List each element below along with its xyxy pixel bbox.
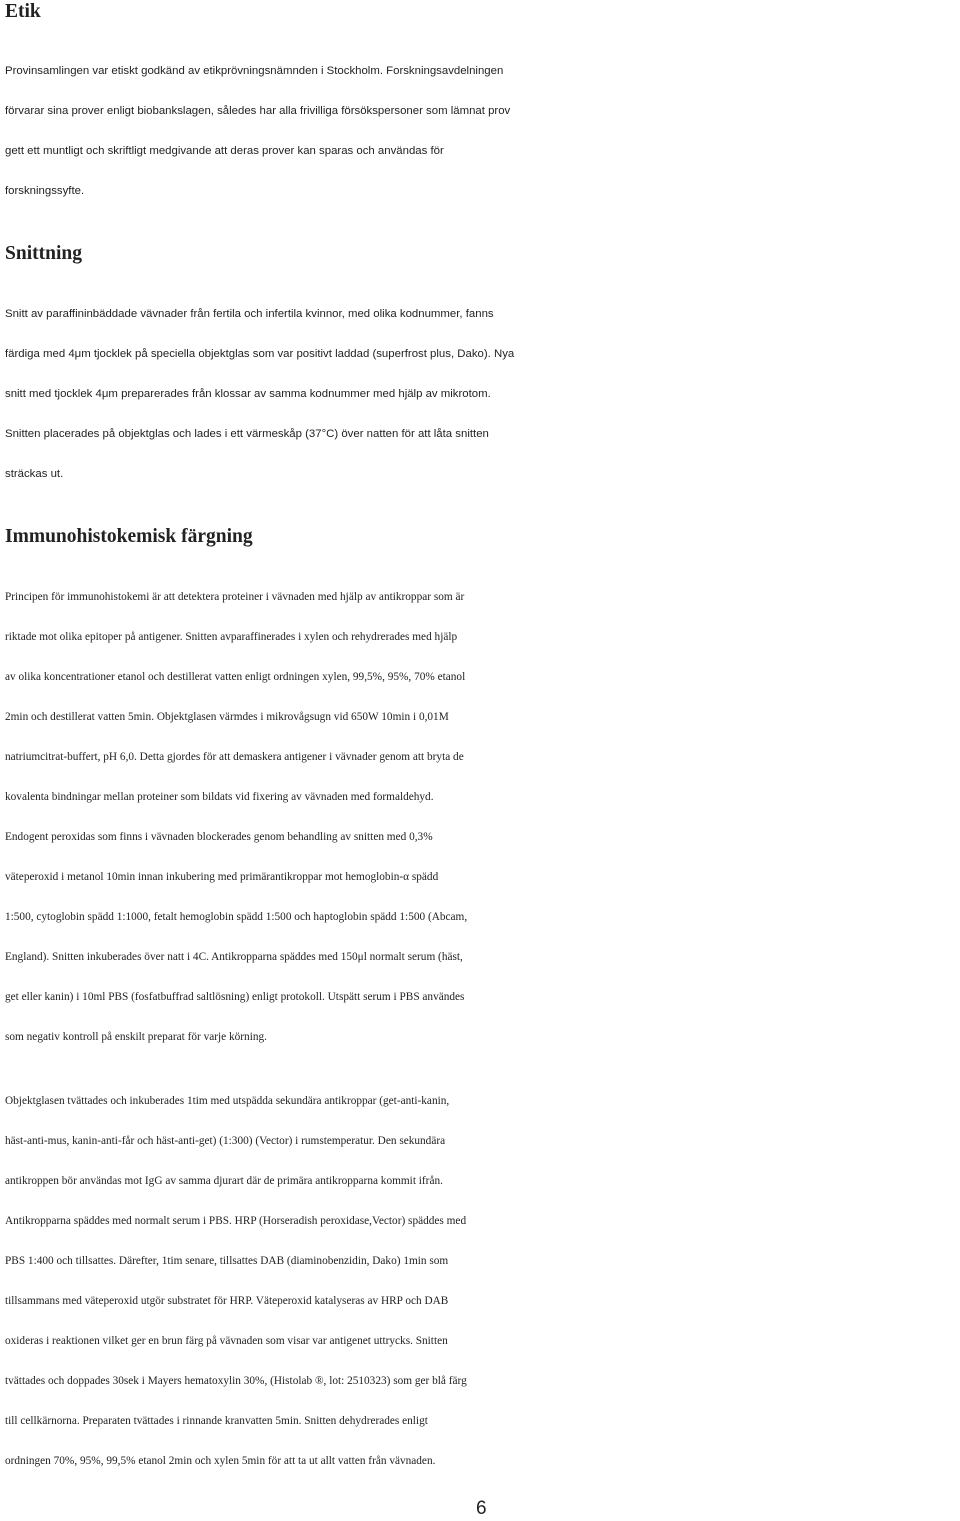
section-heading-immunohistokemisk-fargning: Immunohistokemisk färgning (5, 526, 253, 547)
paragraph-immunohistokemi-1 (5, 577, 960, 1057)
text-line: färdiga med 4μm tjocklek på speciella objektglas som var positivt laddad (superfrost plus, Dako). Nya (5, 348, 515, 360)
text-line: till cellkärnorna. Preparaten tvättades i rinnande kranvatten 5min. Snitten dehydrerades enligt (5, 1415, 428, 1427)
text-line: natriumcitrat-buffert, pH 6,0. Detta gjordes för att demaskera antigener i vävnader genom att bryta de (5, 751, 464, 763)
text-line: 1:500, cytoglobin spädd 1:1000, fetalt hemoglobin spädd 1:500 och haptoglobin spädd 1:500 (Abcam, (5, 911, 468, 923)
text-line: antikroppen bör användas mot IgG av samma djurart där de primära antikropparna kommit ifrån. (5, 1175, 443, 1187)
page-number: 6 (476, 1498, 487, 1519)
text-line: get eller kanin) i 10ml PBS (fosfatbuffrad saltlösning) enligt protokoll. Utspätt serum i PBS användes (5, 991, 465, 1003)
text-line: PBS 1:400 och tillsattes. Därefter, 1tim senare, tillsattes DAB (diaminobenzidin, Dako) 1min som (5, 1255, 449, 1267)
text-line: Antikropparna späddes med normalt serum i PBS. HRP (Horseradish peroxidase,Vector) späddes med (5, 1215, 467, 1227)
text-line: Snitten placerades på objektglas och lades i ett värmeskåp (37°C) över natten för att låta snitten (5, 428, 489, 440)
text-line: av olika koncentrationer etanol och destillerat vatten enligt ordningen xylen, 99,5%, 95%, 70% etanol (5, 671, 466, 683)
section-heading-snittning: Snittning (5, 243, 82, 264)
text-line: förvarar sina prover enligt biobankslagen, således har alla frivilliga försökspersoner som lämnat prov (5, 105, 511, 117)
text-line: Principen för immunohistokemi är att detektera proteiner i vävnaden med hjälp av antikroppar som är (5, 591, 465, 603)
text-line: kovalenta bindningar mellan proteiner som bildats vid fixering av vävnaden med formaldehyd. (5, 791, 434, 803)
text-line: Snitt av paraffininbäddade vävnader från fertila och infertila kvinnor, med olika kodnummer, fanns (5, 308, 494, 320)
text-line: oxideras i reaktionen vilket ger en brun färg på vävnaden som visar var antigenet uttrycks. Snitten (5, 1335, 448, 1347)
text-line: 2min och destillerat vatten 5min. Objektglasen värmdes i mikrovågsugn vid 650W 10min i 0,01M (5, 711, 449, 723)
text-line: Endogent peroxidas som finns i vävnaden blockerades genom behandling av snitten med 0,3% (5, 831, 433, 843)
text-line: Provinsamlingen var etiskt godkänd av etikprövningsnämnden i Stockholm. Forskningsavdelningen (5, 65, 504, 77)
paragraph-etik (5, 51, 960, 211)
text-line: ordningen 70%, 95%, 99,5% etanol 2min och xylen 5min för att ta ut allt vatten från vävnaden. (5, 1455, 436, 1467)
text-line: gett ett muntligt och skriftligt medgivande att deras prover kan sparas och användas för (5, 145, 444, 157)
text-line: sträckas ut. (5, 468, 64, 480)
text-line: häst-anti-mus, kanin-anti-får och häst-anti-get) (1:300) (Vector) i rumstemperatur. Den sekundära (5, 1135, 446, 1147)
paragraph-snittning (5, 294, 960, 494)
text-line: väteperoxid i metanol 10min innan inkubering med primärantikroppar mot hemoglobin-α spädd (5, 871, 439, 883)
section-heading-etik: Etik (5, 1, 41, 22)
text-line: tvättades och doppades 30sek i Mayers hematoxylin 30%, (Histolab ®, lot: 2510323) som ger blå färg (5, 1375, 467, 1387)
paragraph-immunohistokemi-2 (5, 1081, 960, 1481)
text-line: Objektglasen tvättades och inkuberades 1tim med utspädda sekundära antikroppar (get-anti-kanin, (5, 1095, 450, 1107)
text-line: som negativ kontroll på enskilt preparat för varje körning. (5, 1031, 267, 1043)
text-line: riktade mot olika epitoper på antigener. Snitten avparaffinerades i xylen och rehydrerades med hjälp (5, 631, 458, 643)
text-line: tillsammans med väteperoxid utgör substratet för HRP. Väteperoxid katalyseras av HRP och DAB (5, 1295, 449, 1307)
text-line: England). Snitten inkuberades över natt i 4C. Antikropparna späddes med 150μl normalt serum (häst, (5, 951, 463, 963)
text-line: forskningssyfte. (5, 185, 85, 197)
text-line: snitt med tjocklek 4μm preparerades från klossar av samma kodnummer med hjälp av mikrotom. (5, 388, 491, 400)
